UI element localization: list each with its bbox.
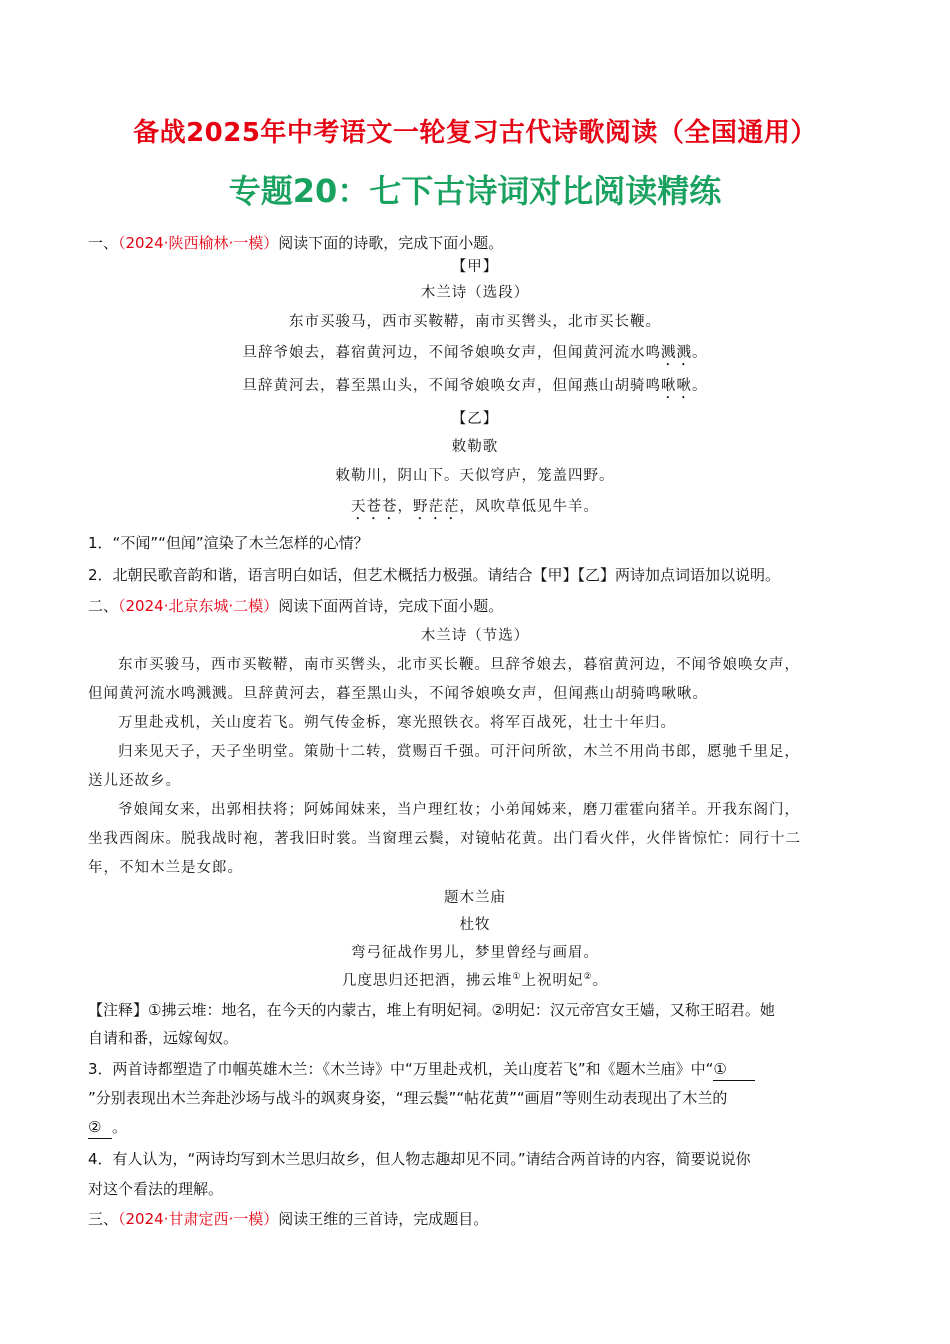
poem-mulan-title: 木兰诗（节选）	[420, 628, 530, 644]
poem-b-tag: 【乙】	[451, 411, 499, 427]
section3-source: （2024·甘肃定西·一模）	[118, 1210, 279, 1228]
poem-temple-author: 杜牧	[459, 917, 491, 933]
question-1: 1．“不闻”“但闻”渲染了木兰怎样的心情？	[88, 534, 369, 552]
poem-a-tag: 【甲】	[451, 259, 499, 275]
annotation: 自请和番，远嫁匈奴。	[88, 1029, 239, 1047]
document-title: 备战2025年中考语文一轮复习古代诗歌阅读（全国通用）	[133, 118, 817, 148]
emphasized-word: 溅溅	[661, 345, 692, 361]
poem-a-line: 旦辞爷娘去，暮宿黄河边，不闻爷娘唤女声，但闻黄河流水鸣溅溅。	[242, 345, 708, 361]
section2-source: （2024·北京东城·二模）	[118, 597, 279, 615]
section1-heading: 一、（2024·陕西榆林·一模）阅读下面的诗歌，完成下面小题。	[88, 234, 504, 252]
question-3: 3．两首诗都塑造了巾帼英雄木兰：《木兰诗》中“万里赴戎机，关山度若飞”和《题木兰庙》中“①	[88, 1058, 868, 1081]
emphasized-word: 野茫茫	[413, 499, 460, 515]
poem-mulan-paragraph: 东市买骏马，西市买鞍鞯，南市买辔头，北市买长鞭。旦辞爷娘去，暮宿黄河边，不闻爷娘唤女声，	[118, 657, 800, 673]
section2-heading: 二、（2024·北京东城·二模）阅读下面两首诗，完成下面小题。	[88, 597, 504, 615]
poem-temple-line: 弯弓征战作男儿，梦里曾经与画眉。	[351, 945, 599, 961]
question-2: 2．北朝民歌音韵和谐，语言明白如话，但艺术概括力极强。请结合【甲】【乙】两诗加点词语加以说明。	[88, 566, 781, 584]
poem-mulan-paragraph: 爷娘闻女来，出郭相扶将；阿姊闻妹来，当户理红妆；小弟闻姊来，磨刀霍霍向猪羊。开我东阁门，	[118, 802, 800, 818]
annotation: 【注释】①拂云堆：地名，在今天的内蒙古，堆上有明妃祠。②明妃：汉元帝宫女王嫱，又称王昭君。她	[88, 1001, 775, 1019]
answer-blank: ①	[713, 1058, 755, 1081]
topic-subtitle: 专题20：七下古诗词对比阅读精练	[228, 172, 722, 210]
poem-mulan-paragraph: 万里赴戎机，关山度若飞。朔气传金柝，寒光照铁衣。将军百战死，壮士十年归。	[118, 715, 676, 731]
poem-b-line: 天苍苍，野茫茫，风吹草低见牛羊。	[351, 499, 599, 515]
poem-mulan-paragraph: 送儿还故乡。	[88, 773, 181, 789]
answer-blank: ②	[88, 1116, 112, 1139]
poem-a-line: 旦辞黄河去，暮至黑山头，不闻爷娘唤女声，但闻燕山胡骑鸣啾啾。	[242, 378, 708, 394]
emphasized-word: 天苍苍	[351, 499, 398, 515]
poem-temple-title: 题木兰庙	[444, 890, 506, 906]
question-3-cont: ”分别表现出木兰奔赴沙场与战斗的飒爽身姿，“理云鬓”“帖花黄”“画眉”等则生动表现出了木兰的	[88, 1089, 728, 1107]
poem-b-line: 敕勒川，阴山下。天似穹庐，笼盖四野。	[335, 468, 615, 484]
question-3-cont: ② 。	[88, 1116, 868, 1139]
emphasized-word: 啾啾	[661, 378, 692, 394]
poem-temple-line: 几度思归还把酒，拂云堆①上祝明妃②。	[341, 972, 609, 989]
poem-a-line: 东市买骏马，西市买鞍鞯，南市买辔头，北市买长鞭。	[289, 314, 661, 330]
poem-mulan-paragraph: 坐我西阁床。脱我战时袍，著我旧时裳。当窗理云鬓，对镜帖花黄。出门看火伴，火伴皆惊忙：同行十二	[88, 831, 801, 847]
question-4-cont: 对这个看法的理解。	[88, 1180, 224, 1198]
poem-mulan-paragraph: 年，不知木兰是女郎。	[88, 860, 243, 876]
section3-heading: 三、（2024·甘肃定西·一模）阅读王维的三首诗，完成题目。	[88, 1210, 489, 1228]
poem-mulan-paragraph: 但闻黄河流水鸣溅溅。旦辞黄河去，暮至黑山头，不闻爷娘唤女声，但闻燕山胡骑鸣啾啾。	[88, 686, 708, 702]
poem-mulan-paragraph: 归来见天子，天子坐明堂。策勋十二转，赏赐百千强。可汗问所欲，木兰不用尚书郎，愿驰千里足，	[118, 744, 800, 760]
section1-source: （2024·陕西榆林·一模）	[118, 234, 279, 252]
poem-b-title: 敕勒歌	[451, 439, 499, 455]
question-4: 4．有人认为，“两诗均写到木兰思归故乡，但人物志趣却见不同。”请结合两首诗的内容，简要说说你	[88, 1150, 751, 1168]
poem-a-title: 木兰诗（选段）	[420, 285, 530, 301]
